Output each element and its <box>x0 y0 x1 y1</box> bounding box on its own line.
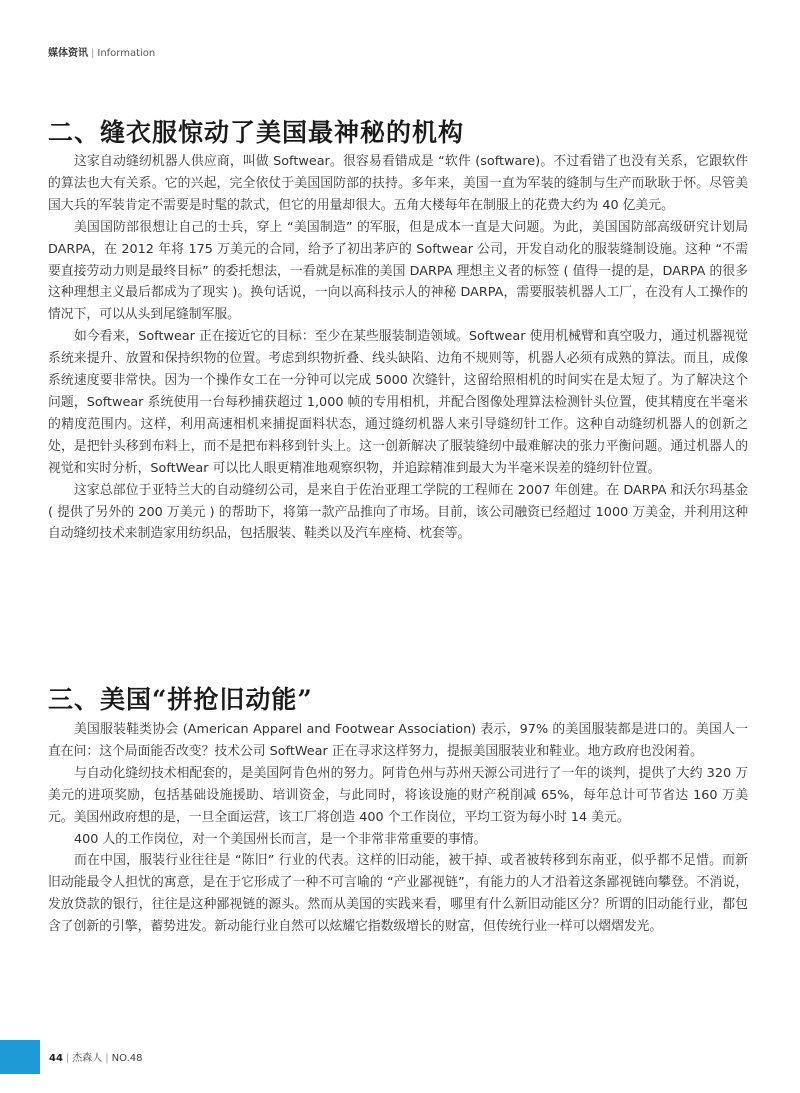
paragraph: 这家总部位于亚特兰大的自动缝纫公司，是来自于佐治亚理工学院的工程师在 2007 年创建。在 DARPA 和沃尔玛基金 ( 提供了另外的 200 万美元 ) 的帮助下，将第一款产品推向了市场。目前，该公司融资已经超过 1000 万美金，并利用这种自动缝纫技术来制造家用纺织品，包括服装、鞋类以及汽车座椅、枕套等。 <box>48 482 748 542</box>
paragraph: 而在中国，服装行业往往是 “陈旧” 行业的代表。这样的旧动能，被干掉、或者被转移到东南亚，似乎都不足惜。而新旧动能最令人担忧的寓意，是在于它形成了一种不可言喻的 “产业鄙视链”，有能力的人才沿着这条鄙视链向攀登。不消说，发放贷款的银行，往往是这种鄙视链的源头。然而从美国的实践来看，哪里有什么新旧动能区分？所谓的旧动能行业，都包含了创新的引擎，蓄势进发。新动能行业自然可以炫耀它指数级增长的财富，但传统行业一样可以熠熠发光。 <box>48 853 748 935</box>
header-section-en: Information <box>97 48 156 59</box>
paragraph: 美国国防部很想让自己的士兵，穿上 “美国制造” 的军服，但是成本一直是大问题。为此，美国国防部高级研究计划局 DARPA，在 2012 年将 175 万美元的合同，给予了初出茅庐的 Softwear 公司，开发自动化的服装缝制设施。这种 “不需要直接劳动力则是最终目标” 的委托想法，一看就是标准的美国 DARPA 理想主义者的标签 ( 值得一提的是，DARPA 的很多这种理想主义最后都成为了现实 )。换句话说，一向以高科技示人的神秘 DARPA，需要服装机器人工厂，在没有人工操作的情况下，可以从头到尾缝制军服。 <box>48 219 748 323</box>
footer-separator: | <box>105 1053 109 1064</box>
section-2-body <box>48 719 748 938</box>
section-title-1: 二、缝衣服惊动了美国最神秘的机构 <box>48 118 465 147</box>
page-number: 44 <box>49 1053 63 1064</box>
header-section-cn: 媒体资讯 <box>48 48 88 59</box>
issue-number: NO.48 <box>111 1053 143 1064</box>
page-header <box>48 44 155 59</box>
magazine-name: 杰森人 <box>72 1053 103 1064</box>
section-title-2: 三、美国“拼抢旧动能” <box>48 685 313 714</box>
paragraph: 如今看来，Softwear 正在接近它的目标：至少在某些服装制造领域。Softwear 使用机械臂和真空吸力，通过机器视觉系统来提升、放置和保持织物的位置。考虑到织物折叠、线头缺陷、边角不规则等，机器人必须有成熟的算法。而且，成像系统速度要非常快。因为一个操作女工在一分钟可以完成 5000 次缝针，这留给照相机的时间实在是太短了。为了解决这个问题，Softwear 系统使用一台每秒捕获超过 1,000 帧的专用相机，并配合图像处理算法检测针头位置，使其精度在半毫米的精度范围内。这样，利用高速相机来捕捉面料状态，通过缝纫机器人来引导缝纫针工作。这种自动缝纫机器人的创新之处，是把针头移到布料上，而不是把布料移到针头上。这一创新解决了服装缝纫中最难解决的张力平衡问题。通过机器人的视觉和实时分析，SoftWear 可以比人眼更精准地观察织物，并追踪精准到最大为半毫米误差的缝纫针位置。 <box>48 329 748 476</box>
paragraph: 400 人的工作岗位，对一个美国州长而言，是一个非常非常重要的事情。 <box>74 831 487 847</box>
paragraph: 与自动化缝纫技术相配套的，是美国阿肯色州的努力。阿肯色州与苏州天源公司进行了一年的谈判，提供了大约 320 万美元的进项奖励，包括基础设施援助、培训资金，与此同时，将该设施的财产税削减 65%，每年总计可节省达 160 万美元。美国州政府想的是，一旦全面运营，该工厂将创造 400 个工作岗位，平均工资为每小时 14 美元。 <box>48 765 748 825</box>
paragraph: 这家自动缝纫机器人供应商，叫做 Softwear。很容易看错成是 “软件 (software)。不过看错了也没有关系，它跟软件的算法也大有关系。它的兴起，完全依仗于美国国防部的扶持。多年来，美国一直为军装的缝制与生产而耿耿于怀。尽管美国大兵的军装肯定不需要是时髦的款式，但它的用量却很大。五角大楼每年在制服上的花费大约为 40 亿美元。 <box>48 154 748 213</box>
page-corner-tab <box>0 1040 40 1074</box>
section-1-body <box>48 151 748 545</box>
footer-separator: | <box>65 1053 70 1064</box>
paragraph: 美国服装鞋类协会 (American Apparel and Footwear Association) 表示，97% 的美国服装都是进口的。美国人一直在问：这个局面能否改变？技术公司 SoftWear 正在寻求这样努力，提振美国服装业和鞋业。地方政府也没闲着。 <box>48 722 748 759</box>
header-separator: | <box>91 48 95 59</box>
page-footer <box>49 1049 143 1064</box>
